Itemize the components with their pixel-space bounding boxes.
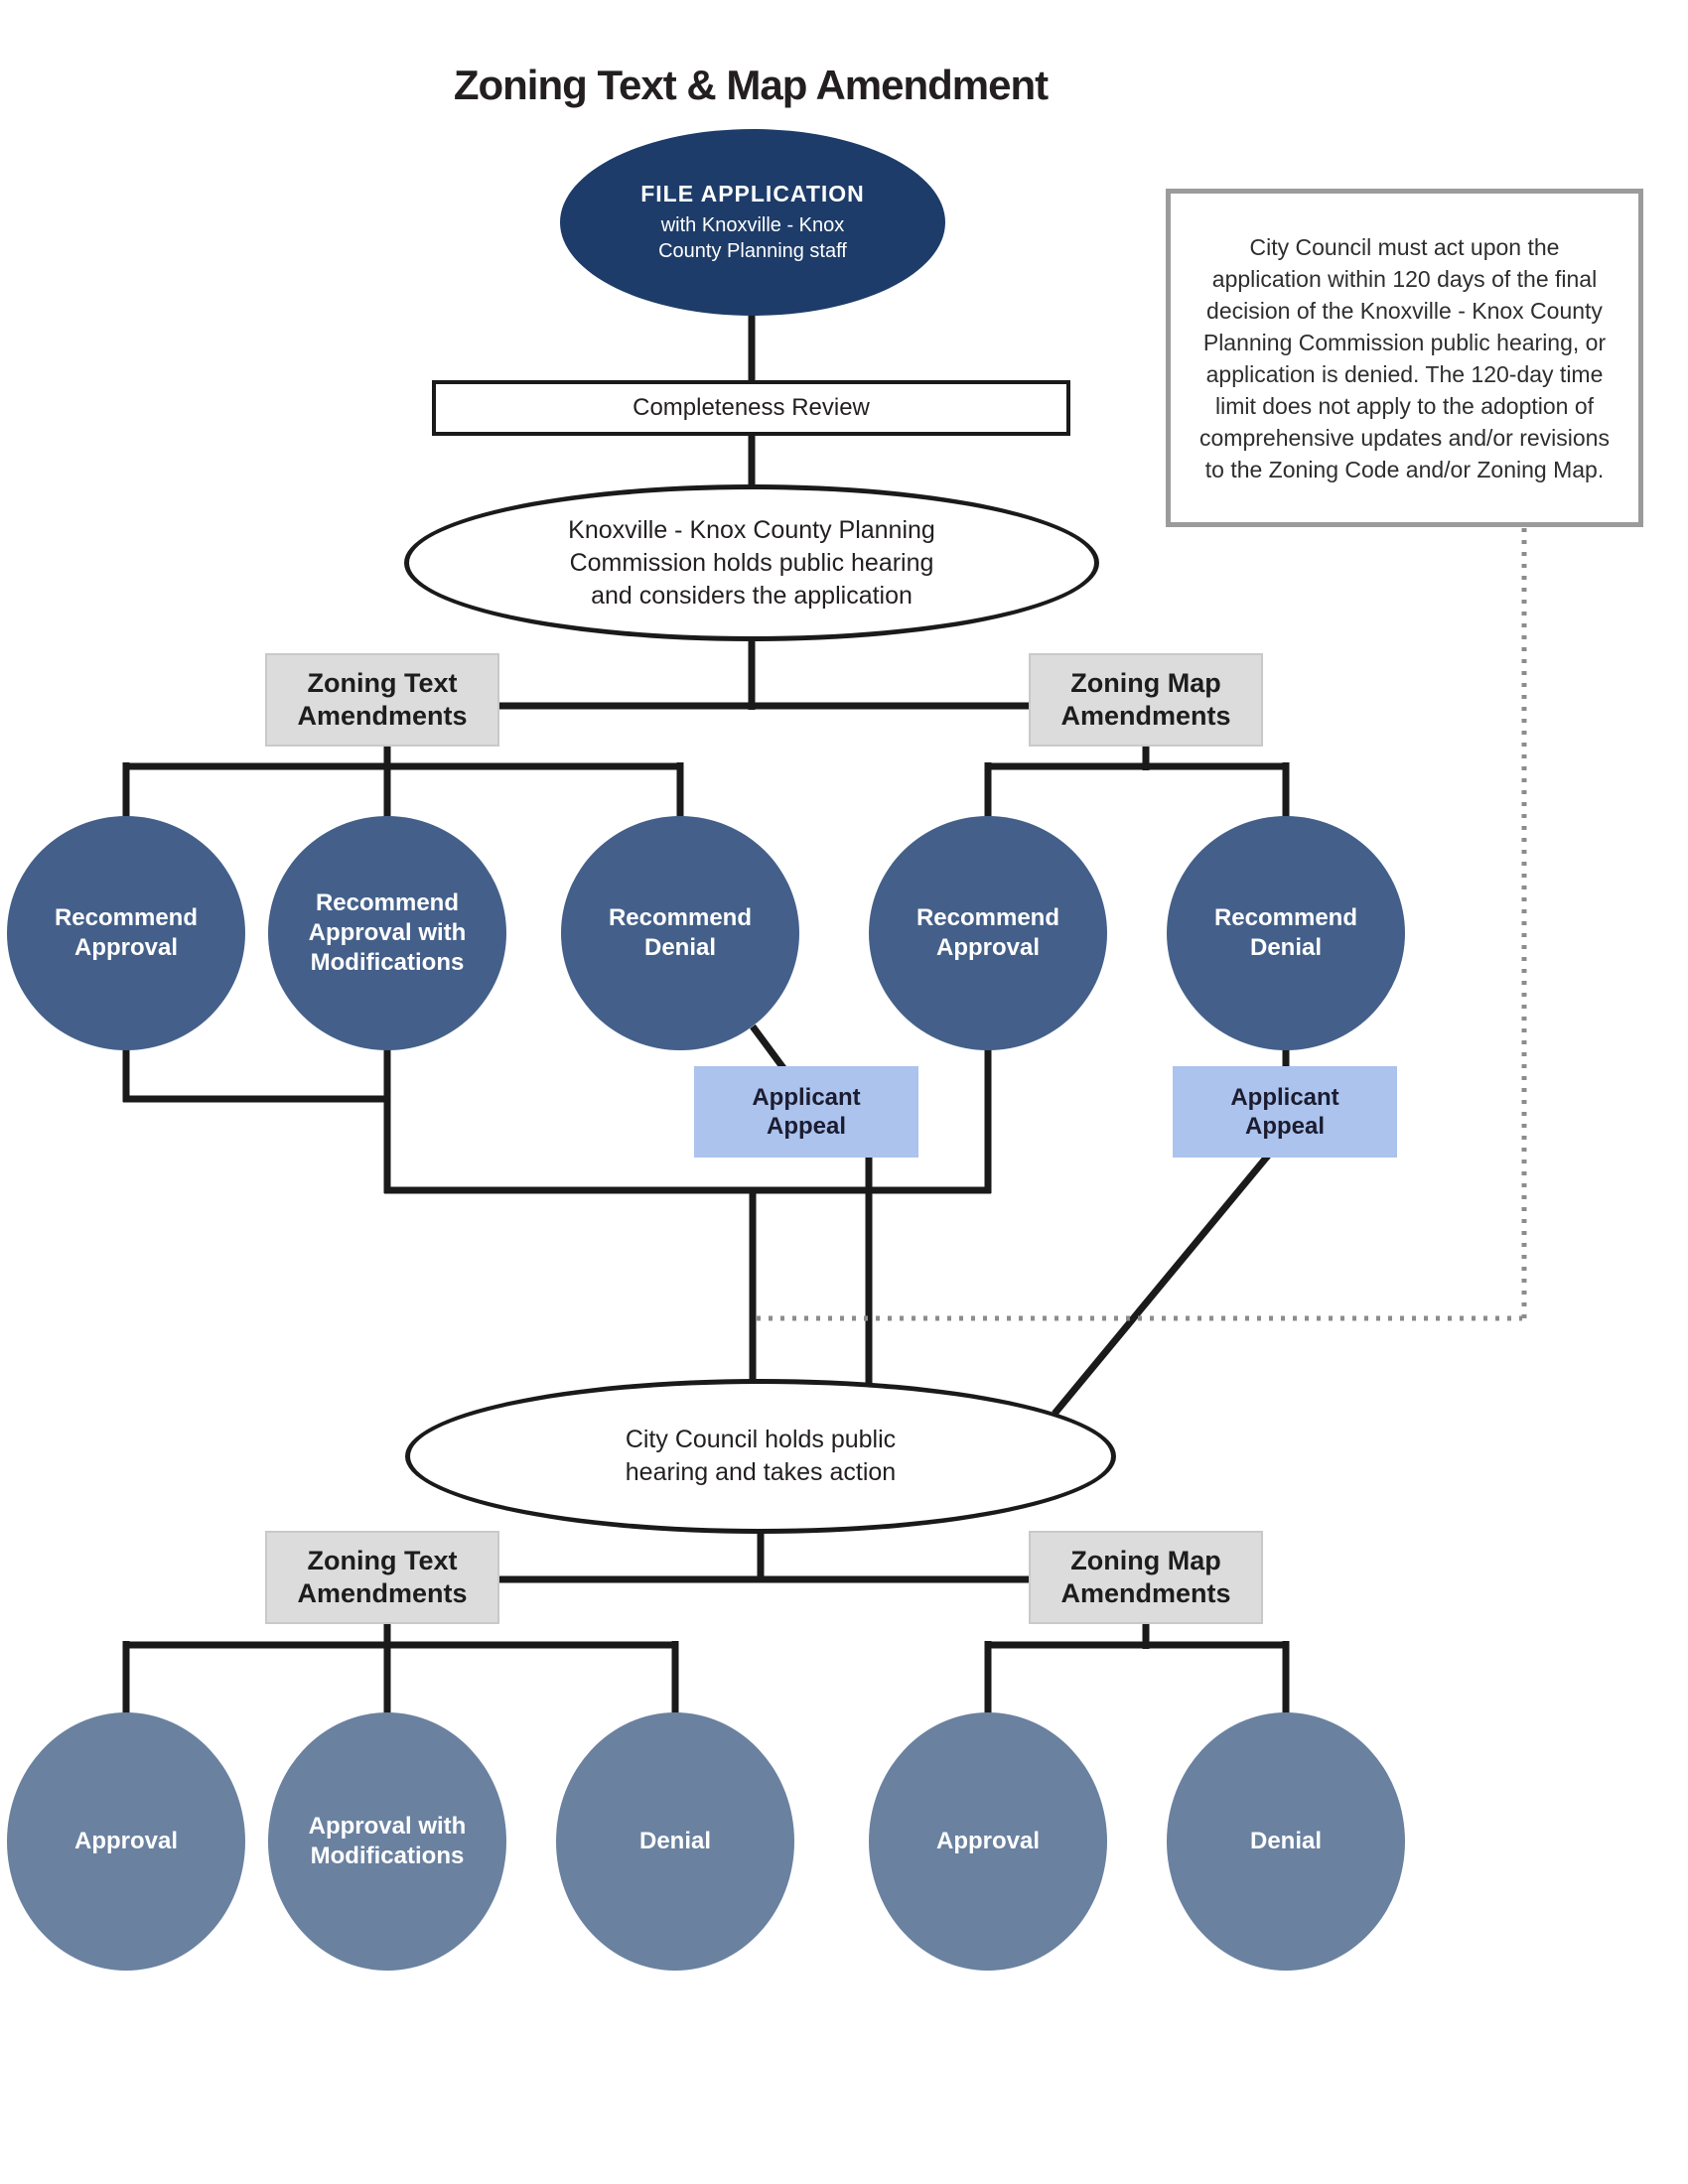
label-zoning-map-amendments-row1 [1029,653,1263,747]
label-line: Amendments [297,701,468,731]
circle-recommend-approval-map [869,816,1107,1050]
page-title: Zoning Text & Map Amendment [453,62,1049,108]
circle-line: Modifications [310,1843,465,1869]
appeal-line: Applicant [752,1084,861,1111]
city-council-note-box [1166,189,1643,527]
circle-line: Recommend [315,889,460,916]
circle-line: Recommend [1213,904,1358,931]
label-line: Zoning Text [307,668,458,698]
planning-commission-ellipse [404,484,1099,641]
label-zoning-map-amendments-row2 [1029,1531,1263,1624]
circle-final-denial-text [556,1712,794,1971]
file-application-line2: with Knoxville - Knox [660,214,845,236]
circle-recommend-denial-map [1167,816,1405,1050]
circle-final-approval-map [869,1712,1107,1971]
circle-line: Modifications [310,949,465,976]
council-line1: City Council holds public [625,1426,897,1453]
circle-line: Approval [73,1828,178,1854]
label-line: Amendments [1060,701,1231,731]
circle-line: Denial [638,1828,712,1854]
circle-line: Approval [935,1828,1040,1854]
label-line: Amendments [297,1578,468,1608]
circle-recommend-approval-mods-text [268,816,506,1050]
circle-final-approval-mods-text [268,1712,506,1971]
planning-line1: Knoxville - Knox County Planning [568,515,935,544]
circle-line: Approval [935,934,1040,961]
completeness-review-box [432,380,1070,436]
circle-line: Denial [1249,1828,1323,1854]
label-zoning-text-amendments-row1 [265,653,499,747]
file-application-title: FILE APPLICATION [640,181,865,206]
city-council-ellipse [405,1379,1116,1534]
label-line: Zoning Map [1070,1546,1221,1575]
circle-final-denial-map [1167,1712,1405,1971]
circle-recommend-denial-text [561,816,799,1050]
planning-line2: Commission holds public hearing [569,548,934,577]
circle-line: Recommend [915,904,1060,931]
label-line: Zoning Text [307,1546,458,1575]
appeal-line: Applicant [1230,1084,1339,1111]
circle-line: Approval with [308,919,467,946]
circle-line: Denial [1249,934,1323,961]
circle-line: Recommend [608,904,753,931]
council-line2: hearing and takes action [625,1458,897,1486]
circle-final-approval-text [7,1712,245,1971]
label-line: Amendments [1060,1578,1231,1608]
circle-recommend-approval-text [7,816,245,1050]
file-application-line3: County Planning staff [658,240,847,262]
circle-line: Approval with [308,1813,467,1840]
circle-line: Recommend [54,904,199,931]
city-council-note-text: City Council must act upon the application within 120 days of the final decision of the Knoxville - Knox County Planning Commission public hearing, or application is denied. The 120-day time limit does not apply to the adoption of comprehensive updates and/or revisions to the Zoning Code and/or Zoning Map. [1199,233,1610,482]
completeness-review-label: Completeness Review [633,394,870,421]
file-application-ellipse [560,129,945,316]
appeal-line: Appeal [766,1113,846,1140]
planning-line3: and considers the application [591,581,913,610]
appeal-line: Appeal [1244,1113,1325,1140]
label-line: Zoning Map [1070,668,1221,698]
applicant-appeal-box-map-side [1173,1066,1397,1158]
circle-line: Denial [643,934,717,961]
circle-line: Approval [73,934,178,961]
applicant-appeal-box-text-side [694,1066,918,1158]
appeal-map-to-council [1055,1156,1268,1414]
label-zoning-text-amendments-row2 [265,1531,499,1624]
